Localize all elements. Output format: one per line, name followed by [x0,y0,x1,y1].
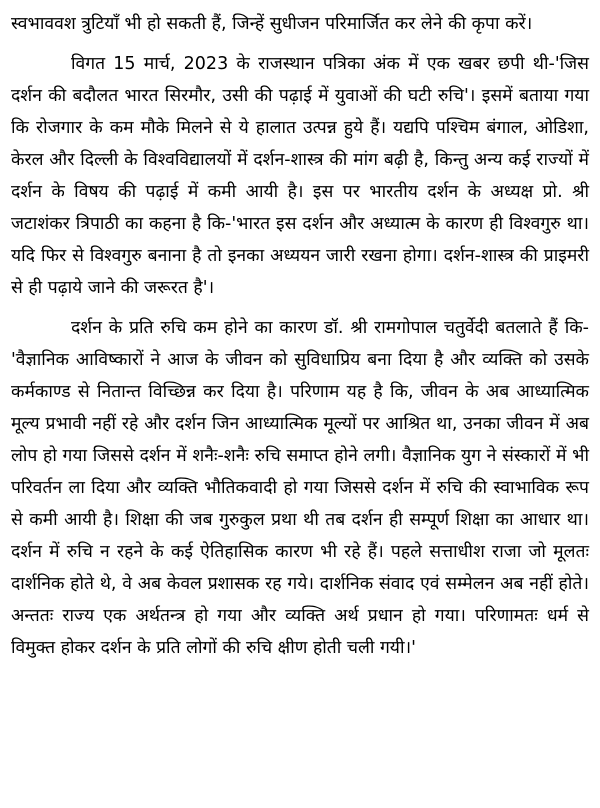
document-page [11,8,589,664]
paragraph-reasons: दर्शन के प्रति रुचि कम होने का कारण डॉ. श्री रामगोपाल चतुर्वेदी बतलाते हैं कि-'वैज्ञानिक आविष्कारों ने आज के जीवन को सुविधाप्रिय बना दिया है और व्यक्ति को उसके कर्मकाण्ड से नितान्त विच्छिन्न कर दिया है। परिणाम यह है कि, जीवन के अब आध्यात्मिक मूल्य प्रभावी नहीं रहे और दर्शन जिन आध्यात्मिक मूल्यों पर आश्रित था, उनका जीवन में अब लोप हो गया जिससे दर्शन में शनैः-शनैः रुचि समाप्त होने लगी। वैज्ञानिक युग ने संस्कारों में भी परिवर्तन ला दिया और व्यक्ति भौतिकवादी हो गया जिससे दर्शन में रुचि की स्वाभाविक रूप से कमी आयी है। शिक्षा की जब गुरुकुल प्रथा थी तब दर्शन ही सम्पूर्ण शिक्षा का आधार था। दर्शन में रुचि न रहने के कई ऐतिहासिक कारण भी रहे हैं। पहले सत्ताधीश राजा जो मूलतः दार्शनिक होते थे, वे अब केवल प्रशासक रह गये। दार्शनिक संवाद एवं सम्मेलन अब नहीं होते। अन्ततः राज्य एक अर्थतन्त्र हो गया और व्यक्ति अर्थ प्रधान हो गया। परिणामतः धर्म से विमुक्त होकर दर्शन के प्रति लोगों की रुचि क्षीण होती चली गयी।' [11,318,589,658]
paragraph-news-report: विगत 15 मार्च, 2023 के राजस्थान पत्रिका अंक में एक खबर छपी थी-'जिस दर्शन की बदौलत भारत सिरमौर, उसी की पढ़ाई में युवाओं की घटी रुचि'। इसमें बताया गया कि रोजगार के कम मौके मिलने से ये हालात उत्पन्न हुये हैं। यद्यपि पश्चिम बंगाल, ओडिशा, केरल और दिल्ली के विश्वविद्यालयों में दर्शन-शास्त्र की मांग बढ़ी है, किन्तु अन्य कई राज्यों में दर्शन के विषय की पढ़ाई में कमी आयी है। इस पर भारतीय दर्शन के अध्यक्ष प्रो. श्री जटाशंकर त्रिपाठी का कहना है कि-'भारत इस दर्शन और अध्यात्म के कारण ही विश्वगुरु था। यदि फिर से विश्वगुरु बनाना है तो इनका अध्ययन जारी रखना होगा। दर्शन-शास्त्र की प्राइमरी से ही पढ़ाये जाने की जरूरत है'। [11,54,589,298]
paragraph-continuation: स्वभाववश त्रुटियाँ भी हो सकती हैं, जिन्हें सुधीजन परिमार्जित कर लेने की कृपा करें। [11,14,533,34]
